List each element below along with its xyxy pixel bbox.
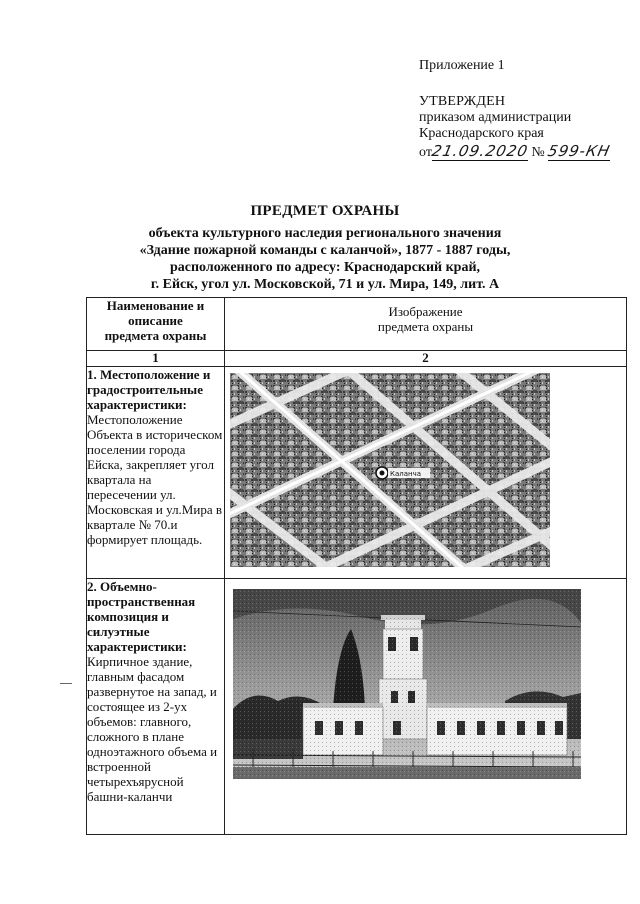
row-image-cell <box>225 367 627 579</box>
heading-line-3: расположенного по адресу: Краснодарский край, <box>169 260 481 275</box>
row-description <box>87 579 225 835</box>
protection-subject-table <box>86 297 627 835</box>
approval-line-2: Краснодарского края <box>419 126 544 141</box>
date-prefix: от <box>419 145 432 160</box>
heading-line-2: «Здание пожарной команды с каланчой», 1877 - 1887 годы, <box>139 243 511 258</box>
row-image-cell <box>225 579 627 835</box>
handwritten-number: 599-КН <box>546 142 613 160</box>
column-number: 1 <box>87 351 225 367</box>
approval-date-line <box>419 142 613 161</box>
row-title: 2. Объемно-пространственная композиция и силуэтные характеристики: <box>87 579 196 654</box>
document-heading <box>60 203 590 293</box>
table-row <box>87 579 627 835</box>
column-header-image <box>225 298 627 351</box>
map-marker-label: Каланча <box>390 470 422 478</box>
approval-line-1: приказом администрации <box>419 110 572 125</box>
column-number: 2 <box>225 351 627 367</box>
column-header-description-line: предмета охраны <box>104 328 207 343</box>
approval-title: УТВЕРЖДЕН <box>419 94 506 109</box>
table-header-row <box>87 298 627 351</box>
heading-line-4: г. Ейск, угол ул. Московской, 71 и ул. Мира, 149, лит. А <box>150 277 500 292</box>
row-text: Кирпичное здание, главным фасадом развернутое на запад, и состоящее из 2-ух объемов: главного, сложного в плане одноэтажного объема и встроенной четырехъярусной башни-каланчи <box>87 654 218 804</box>
aerial-map-image <box>230 373 550 567</box>
column-header-description-line: Наименование и <box>106 298 205 313</box>
handwritten-date: 21.09.2020 <box>430 142 530 160</box>
building-photo-image <box>233 589 581 779</box>
table-row <box>87 367 627 579</box>
heading-line-1: объекта культурного наследия регионального значения <box>148 226 502 241</box>
column-header-image-line: предмета охраны <box>377 319 474 334</box>
heading-main: ПРЕДМЕТ ОХРАНЫ <box>250 203 400 219</box>
column-header-description-line: описание <box>128 313 183 328</box>
approval-block <box>419 94 613 161</box>
number-prefix: № <box>531 145 545 160</box>
column-header-description <box>87 298 225 351</box>
row-title: 1. Местоположение и градостроительные характеристики: <box>87 367 211 412</box>
margin-mark <box>60 683 72 684</box>
row-description <box>87 367 225 579</box>
annex-label: Приложение 1 <box>419 58 505 73</box>
row-text: Местоположение Объекта в историческом поселении города Ейска, закрепляет угол квартала на пересечении ул. Московская и ул.Мира в квартале № 70.и формирует площадь. <box>87 412 223 547</box>
column-header-image-line: Изображение <box>388 304 463 319</box>
table-number-row <box>87 351 627 367</box>
